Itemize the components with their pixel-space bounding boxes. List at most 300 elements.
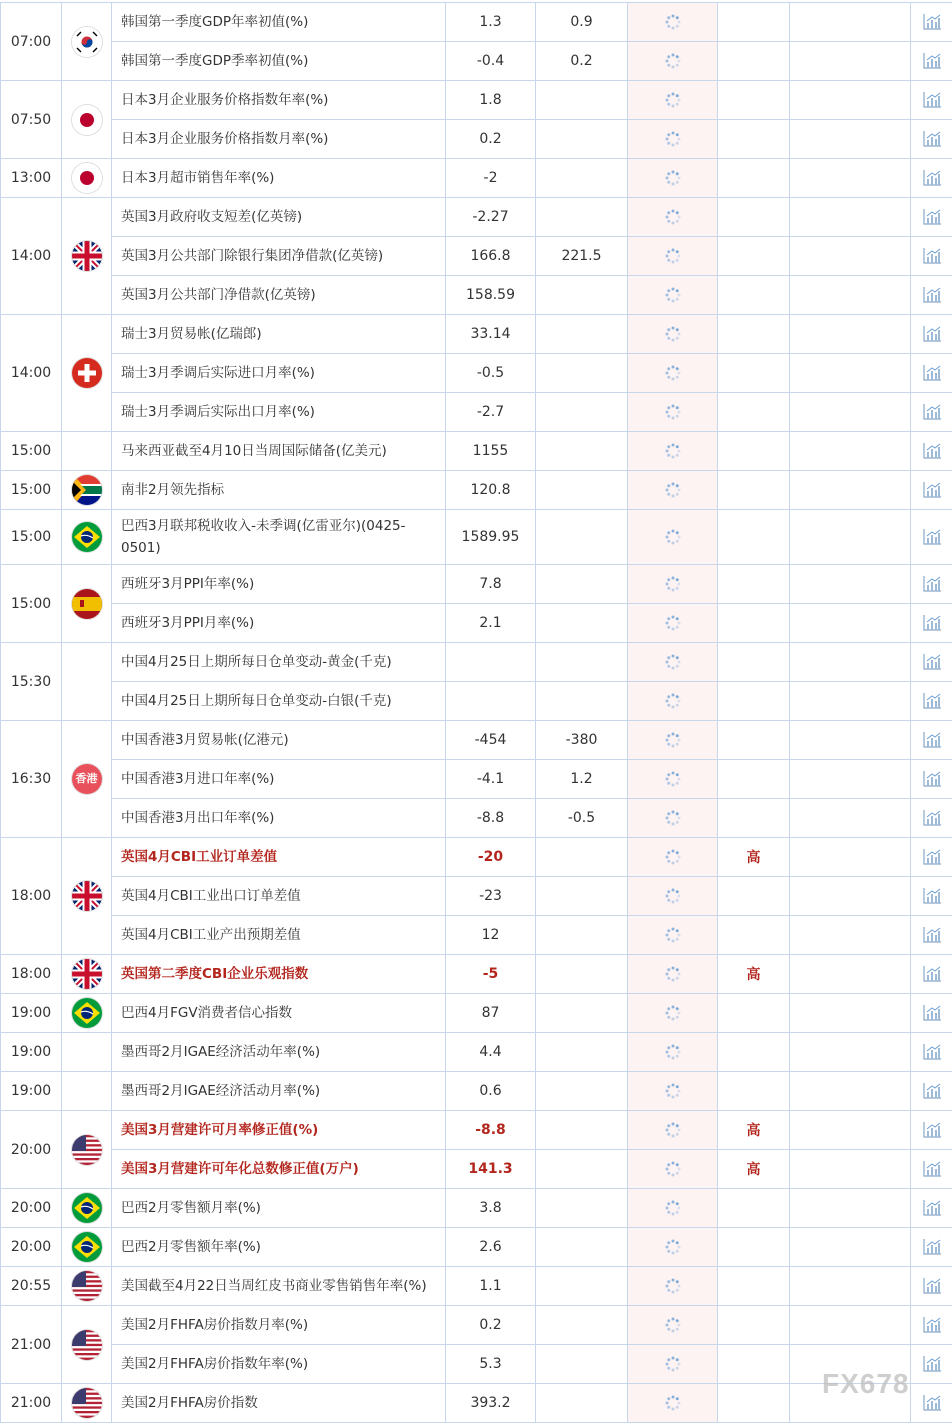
country-flag-cell — [62, 1228, 112, 1267]
flag-kr-icon — [72, 27, 102, 57]
table-row — [1, 198, 952, 237]
table-row — [1, 42, 952, 81]
loading-spinner-icon — [664, 1004, 682, 1022]
event-name[interactable]: 英国3月公共部门除银行集团净借款(亿英镑) — [112, 237, 446, 276]
forecast-value — [536, 643, 628, 682]
extra-cell — [790, 799, 911, 838]
chart-cell[interactable] — [911, 1267, 952, 1306]
table-row — [1, 393, 952, 432]
event-name[interactable]: 西班牙3月PPI年率(%) — [112, 565, 446, 604]
chart-cell[interactable] — [911, 838, 952, 877]
importance-level — [718, 471, 790, 510]
bar-chart-icon[interactable] — [922, 130, 942, 148]
event-name[interactable]: 英国第二季度CBI企业乐观指数 — [112, 955, 446, 994]
bar-chart-icon[interactable] — [922, 208, 942, 226]
loading-spinner-icon — [664, 364, 682, 382]
actual-value — [628, 682, 718, 721]
loading-spinner-icon — [664, 926, 682, 944]
flag-hk-label: 香港 — [72, 764, 102, 794]
extra-cell — [790, 81, 911, 120]
chart-cell[interactable] — [911, 1033, 952, 1072]
importance-level — [718, 276, 790, 315]
chart-cell[interactable] — [911, 565, 952, 604]
extra-cell — [790, 315, 911, 354]
actual-value — [628, 1072, 718, 1111]
importance-level — [718, 198, 790, 237]
loading-spinner-icon — [664, 403, 682, 421]
actual-value — [628, 42, 718, 81]
event-name[interactable]: 巴西2月零售额月率(%) — [112, 1189, 446, 1228]
extra-cell — [790, 1072, 911, 1111]
chart-cell[interactable] — [911, 81, 952, 120]
loading-spinner-icon — [664, 481, 682, 499]
actual-value — [628, 393, 718, 432]
event-name[interactable]: 韩国第一季度GDP季率初值(%) — [112, 42, 446, 81]
event-time: 20:55 — [1, 1267, 62, 1306]
event-name[interactable]: 墨西哥2月IGAE经济活动月率(%) — [112, 1072, 446, 1111]
extra-cell — [790, 682, 911, 721]
previous-value: 3.8 — [446, 1189, 536, 1228]
previous-value: 1589.95 — [446, 510, 536, 565]
extra-cell — [790, 1306, 911, 1345]
forecast-value — [536, 159, 628, 198]
extra-cell — [790, 432, 911, 471]
previous-value — [446, 643, 536, 682]
country-flag-cell — [62, 1189, 112, 1228]
bar-chart-icon[interactable] — [922, 692, 942, 710]
country-flag-cell — [62, 3, 112, 81]
bar-chart-icon[interactable] — [922, 1082, 942, 1100]
chart-cell[interactable] — [911, 354, 952, 393]
bar-chart-icon[interactable] — [922, 1277, 942, 1295]
event-name[interactable]: 日本3月企业服务价格指数月率(%) — [112, 120, 446, 159]
chart-cell[interactable] — [911, 1228, 952, 1267]
bar-chart-icon[interactable] — [922, 770, 942, 788]
event-name[interactable]: 中国香港3月出口年率(%) — [112, 799, 446, 838]
chart-cell[interactable] — [911, 510, 952, 565]
previous-value: -20 — [446, 838, 536, 877]
forecast-value — [536, 1384, 628, 1423]
importance-level — [718, 1072, 790, 1111]
extra-cell — [790, 1189, 911, 1228]
chart-cell[interactable] — [911, 159, 952, 198]
chart-cell[interactable] — [911, 1345, 952, 1384]
extra-cell — [790, 877, 911, 916]
bar-chart-icon[interactable] — [922, 91, 942, 109]
event-name[interactable]: 美国2月FHFA房价指数月率(%) — [112, 1306, 446, 1345]
event-time: 20:00 — [1, 1228, 62, 1267]
chart-cell[interactable] — [911, 955, 952, 994]
loading-spinner-icon — [664, 848, 682, 866]
event-name[interactable]: 西班牙3月PPI月率(%) — [112, 604, 446, 643]
actual-value — [628, 1228, 718, 1267]
chart-cell[interactable] — [911, 471, 952, 510]
extra-cell — [790, 643, 911, 682]
bar-chart-icon[interactable] — [922, 481, 942, 499]
importance-level — [718, 1306, 790, 1345]
forecast-value — [536, 1150, 628, 1189]
importance-level — [718, 1228, 790, 1267]
flag-br-icon — [72, 522, 102, 552]
loading-spinner-icon — [664, 809, 682, 827]
bar-chart-icon[interactable] — [922, 1004, 942, 1022]
country-flag-cell — [62, 838, 112, 955]
country-flag-cell — [62, 1072, 112, 1111]
event-time: 14:00 — [1, 198, 62, 315]
flag-uk-icon — [72, 959, 102, 989]
actual-value — [628, 237, 718, 276]
previous-value: 0.2 — [446, 1306, 536, 1345]
extra-cell — [790, 721, 911, 760]
event-name[interactable]: 美国截至4月22日当周红皮书商业零售销售年率(%) — [112, 1267, 446, 1306]
table-row — [1, 1345, 952, 1384]
event-name[interactable]: 瑞士3月季调后实际进口月率(%) — [112, 354, 446, 393]
event-time: 15:30 — [1, 643, 62, 721]
flag-za-icon — [72, 475, 102, 505]
bar-chart-icon[interactable] — [922, 1043, 942, 1061]
importance-level — [718, 510, 790, 565]
forecast-value — [536, 120, 628, 159]
event-name[interactable]: 瑞士3月季调后实际出口月率(%) — [112, 393, 446, 432]
loading-spinner-icon — [664, 965, 682, 983]
extra-cell — [790, 510, 911, 565]
bar-chart-icon[interactable] — [922, 247, 942, 265]
importance-level: 高 — [718, 1150, 790, 1189]
country-flag-cell — [62, 1306, 112, 1384]
event-name[interactable]: 巴西2月零售额年率(%) — [112, 1228, 446, 1267]
importance-level — [718, 565, 790, 604]
importance-level — [718, 3, 790, 42]
extra-cell — [790, 994, 911, 1033]
previous-value: 1.8 — [446, 81, 536, 120]
chart-cell[interactable] — [911, 643, 952, 682]
table-row — [1, 354, 952, 393]
table-row — [1, 565, 952, 604]
event-time: 15:00 — [1, 510, 62, 565]
event-time: 20:00 — [1, 1111, 62, 1189]
loading-spinner-icon — [664, 91, 682, 109]
table-row — [1, 994, 952, 1033]
country-flag-cell — [62, 471, 112, 510]
loading-spinner-icon — [664, 325, 682, 343]
chart-cell[interactable] — [911, 1306, 952, 1345]
table-row — [1, 1384, 952, 1423]
previous-value: 120.8 — [446, 471, 536, 510]
event-time: 18:00 — [1, 838, 62, 955]
table-row — [1, 1033, 952, 1072]
extra-cell — [790, 955, 911, 994]
country-flag-cell — [62, 721, 112, 838]
importance-level — [718, 159, 790, 198]
event-time: 15:00 — [1, 565, 62, 643]
flag-br-icon — [72, 1232, 102, 1262]
flag-jp-icon — [72, 105, 102, 135]
loading-spinner-icon — [664, 770, 682, 788]
table-row — [1, 159, 952, 198]
chart-cell[interactable] — [911, 1111, 952, 1150]
bar-chart-icon[interactable] — [922, 13, 942, 31]
event-time: 19:00 — [1, 994, 62, 1033]
extra-cell — [790, 471, 911, 510]
actual-value — [628, 955, 718, 994]
previous-value: 87 — [446, 994, 536, 1033]
loading-spinner-icon — [664, 653, 682, 671]
bar-chart-icon[interactable] — [922, 169, 942, 187]
table-row — [1, 1150, 952, 1189]
chart-cell[interactable] — [911, 1150, 952, 1189]
extra-cell — [790, 3, 911, 42]
forecast-value — [536, 432, 628, 471]
previous-value: 0.2 — [446, 120, 536, 159]
event-name[interactable]: 英国3月公共部门净借款(亿英镑) — [112, 276, 446, 315]
bar-chart-icon[interactable] — [922, 731, 942, 749]
extra-cell — [790, 604, 911, 643]
event-name[interactable]: 中国4月25日上期所每日仓单变动-白银(千克) — [112, 682, 446, 721]
country-flag-cell — [62, 955, 112, 994]
event-time: 13:00 — [1, 159, 62, 198]
country-flag-cell — [62, 1267, 112, 1306]
table-row — [1, 1228, 952, 1267]
table-row — [1, 276, 952, 315]
bar-chart-icon[interactable] — [922, 403, 942, 421]
bar-chart-icon[interactable] — [922, 442, 942, 460]
event-name[interactable]: 巴西3月联邦税收收入-未季调(亿雷亚尔)(0425-0501) — [112, 510, 446, 565]
importance-level — [718, 799, 790, 838]
previous-value: 7.8 — [446, 565, 536, 604]
event-name[interactable]: 中国香港3月贸易帐(亿港元) — [112, 721, 446, 760]
event-name[interactable]: 英国4月CBI工业订单差值 — [112, 838, 446, 877]
chart-cell[interactable] — [911, 315, 952, 354]
flag-uk-icon — [72, 881, 102, 911]
actual-value — [628, 1111, 718, 1150]
bar-chart-icon[interactable] — [922, 1316, 942, 1334]
chart-cell[interactable] — [911, 198, 952, 237]
bar-chart-icon[interactable] — [922, 614, 942, 632]
bar-chart-icon[interactable] — [922, 653, 942, 671]
actual-value — [628, 1150, 718, 1189]
bar-chart-icon[interactable] — [922, 1199, 942, 1217]
actual-value — [628, 799, 718, 838]
flag-us-icon — [72, 1271, 102, 1301]
bar-chart-icon[interactable] — [922, 575, 942, 593]
table-row — [1, 1072, 952, 1111]
bar-chart-icon[interactable] — [922, 965, 942, 983]
loading-spinner-icon — [664, 1394, 682, 1412]
bar-chart-icon[interactable] — [922, 364, 942, 382]
event-time: 19:00 — [1, 1072, 62, 1111]
economic-calendar-table — [0, 2, 952, 1423]
chart-cell[interactable] — [911, 237, 952, 276]
flag-uk-icon — [72, 241, 102, 271]
forecast-value — [536, 1306, 628, 1345]
flag-es-icon — [72, 589, 102, 619]
bar-chart-icon[interactable] — [922, 1121, 942, 1139]
loading-spinner-icon — [664, 208, 682, 226]
bar-chart-icon[interactable] — [922, 286, 942, 304]
table-row — [1, 315, 952, 354]
table-row — [1, 1306, 952, 1345]
loading-spinner-icon — [664, 247, 682, 265]
chart-cell[interactable] — [911, 682, 952, 721]
event-name[interactable]: 美国3月营建许可年化总数修正值(万户) — [112, 1150, 446, 1189]
chart-cell[interactable] — [911, 42, 952, 81]
loading-spinner-icon — [664, 1316, 682, 1334]
loading-spinner-icon — [664, 1238, 682, 1256]
event-name[interactable]: 南非2月领先指标 — [112, 471, 446, 510]
extra-cell — [790, 1150, 911, 1189]
chart-cell[interactable] — [911, 721, 952, 760]
chart-cell[interactable] — [911, 604, 952, 643]
table-row — [1, 838, 952, 877]
importance-level: 高 — [718, 955, 790, 994]
previous-value: 33.14 — [446, 315, 536, 354]
loading-spinner-icon — [664, 1277, 682, 1295]
chart-cell[interactable] — [911, 120, 952, 159]
bar-chart-icon[interactable] — [922, 887, 942, 905]
country-flag-cell — [62, 1033, 112, 1072]
event-name[interactable]: 美国3月营建许可月率修正值(%) — [112, 1111, 446, 1150]
chart-cell[interactable] — [911, 1384, 952, 1423]
table-row — [1, 916, 952, 955]
loading-spinner-icon — [664, 731, 682, 749]
previous-value: 5.3 — [446, 1345, 536, 1384]
event-name[interactable]: 英国3月政府收支短差(亿英镑) — [112, 198, 446, 237]
country-flag-cell — [62, 432, 112, 471]
bar-chart-icon[interactable] — [922, 1238, 942, 1256]
extra-cell — [790, 916, 911, 955]
previous-value: 1.1 — [446, 1267, 536, 1306]
country-flag-cell — [62, 1384, 112, 1423]
forecast-value — [536, 1189, 628, 1228]
event-name[interactable]: 马来西亚截至4月10日当周国际储备(亿美元) — [112, 432, 446, 471]
previous-value: 1.3 — [446, 3, 536, 42]
chart-cell[interactable] — [911, 799, 952, 838]
actual-value — [628, 916, 718, 955]
flag-us-icon — [72, 1388, 102, 1418]
bar-chart-icon[interactable] — [922, 926, 942, 944]
bar-chart-icon[interactable] — [922, 52, 942, 70]
event-name[interactable]: 巴西4月FGV消费者信心指数 — [112, 994, 446, 1033]
chart-cell[interactable] — [911, 916, 952, 955]
importance-level — [718, 877, 790, 916]
event-name[interactable]: 日本3月企业服务价格指数年率(%) — [112, 81, 446, 120]
bar-chart-icon[interactable] — [922, 528, 942, 546]
country-flag-cell — [62, 1111, 112, 1189]
event-name[interactable]: 英国4月CBI工业出口订单差值 — [112, 877, 446, 916]
event-name[interactable]: 韩国第一季度GDP年率初值(%) — [112, 3, 446, 42]
extra-cell — [790, 760, 911, 799]
forecast-value — [536, 604, 628, 643]
importance-level: 高 — [718, 838, 790, 877]
previous-value: 2.1 — [446, 604, 536, 643]
event-name[interactable]: 英国4月CBI工业产出预期差值 — [112, 916, 446, 955]
event-name[interactable]: 瑞士3月贸易帐(亿瑞郎) — [112, 315, 446, 354]
bar-chart-icon[interactable] — [922, 809, 942, 827]
actual-value — [628, 432, 718, 471]
loading-spinner-icon — [664, 169, 682, 187]
loading-spinner-icon — [664, 1355, 682, 1373]
event-name[interactable]: 美国2月FHFA房价指数 — [112, 1384, 446, 1423]
forecast-value — [536, 276, 628, 315]
table-row — [1, 471, 952, 510]
actual-value — [628, 1345, 718, 1384]
bar-chart-icon[interactable] — [922, 1160, 942, 1178]
bar-chart-icon[interactable] — [922, 1394, 942, 1412]
previous-value: 141.3 — [446, 1150, 536, 1189]
event-time: 21:00 — [1, 1306, 62, 1384]
event-time: 07:00 — [1, 3, 62, 81]
actual-value — [628, 1384, 718, 1423]
actual-value — [628, 721, 718, 760]
previous-value: 4.4 — [446, 1033, 536, 1072]
event-time: 20:00 — [1, 1189, 62, 1228]
bar-chart-icon[interactable] — [922, 1355, 942, 1373]
extra-cell — [790, 1267, 911, 1306]
importance-level — [718, 721, 790, 760]
extra-cell — [790, 120, 911, 159]
importance-level — [718, 42, 790, 81]
chart-cell[interactable] — [911, 760, 952, 799]
previous-value: 12 — [446, 916, 536, 955]
bar-chart-icon[interactable] — [922, 848, 942, 866]
chart-cell[interactable] — [911, 1189, 952, 1228]
previous-value: 1155 — [446, 432, 536, 471]
chart-cell[interactable] — [911, 3, 952, 42]
bar-chart-icon[interactable] — [922, 325, 942, 343]
table-row — [1, 1189, 952, 1228]
watermark-logo: FX678 — [822, 1368, 910, 1400]
actual-value — [628, 276, 718, 315]
event-name[interactable]: 美国2月FHFA房价指数年率(%) — [112, 1345, 446, 1384]
table-row — [1, 432, 952, 471]
country-flag-cell — [62, 510, 112, 565]
forecast-value — [536, 1072, 628, 1111]
forecast-value — [536, 916, 628, 955]
event-name[interactable]: 中国香港3月进口年率(%) — [112, 760, 446, 799]
previous-value: -0.4 — [446, 42, 536, 81]
previous-value: -23 — [446, 877, 536, 916]
event-name[interactable]: 日本3月超市销售年率(%) — [112, 159, 446, 198]
chart-cell[interactable] — [911, 432, 952, 471]
table-row — [1, 510, 952, 565]
chart-cell[interactable] — [911, 276, 952, 315]
importance-level — [718, 315, 790, 354]
country-flag-cell — [62, 159, 112, 198]
actual-value — [628, 354, 718, 393]
forecast-value: 0.2 — [536, 42, 628, 81]
country-flag-cell — [62, 994, 112, 1033]
table-row — [1, 760, 952, 799]
importance-level — [718, 1189, 790, 1228]
forecast-value: -0.5 — [536, 799, 628, 838]
chart-cell[interactable] — [911, 877, 952, 916]
chart-cell[interactable] — [911, 1072, 952, 1111]
event-name[interactable]: 墨西哥2月IGAE经济活动年率(%) — [112, 1033, 446, 1072]
event-time: 19:00 — [1, 1033, 62, 1072]
forecast-value — [536, 994, 628, 1033]
forecast-value — [536, 955, 628, 994]
country-flag-cell — [62, 315, 112, 432]
importance-level — [718, 1267, 790, 1306]
event-name[interactable]: 中国4月25日上期所每日仓单变动-黄金(千克) — [112, 643, 446, 682]
forecast-value: 221.5 — [536, 237, 628, 276]
chart-cell[interactable] — [911, 393, 952, 432]
forecast-value — [536, 1111, 628, 1150]
importance-level — [718, 916, 790, 955]
event-time: 21:00 — [1, 1384, 62, 1423]
extra-cell — [790, 1228, 911, 1267]
chart-cell[interactable] — [911, 994, 952, 1033]
